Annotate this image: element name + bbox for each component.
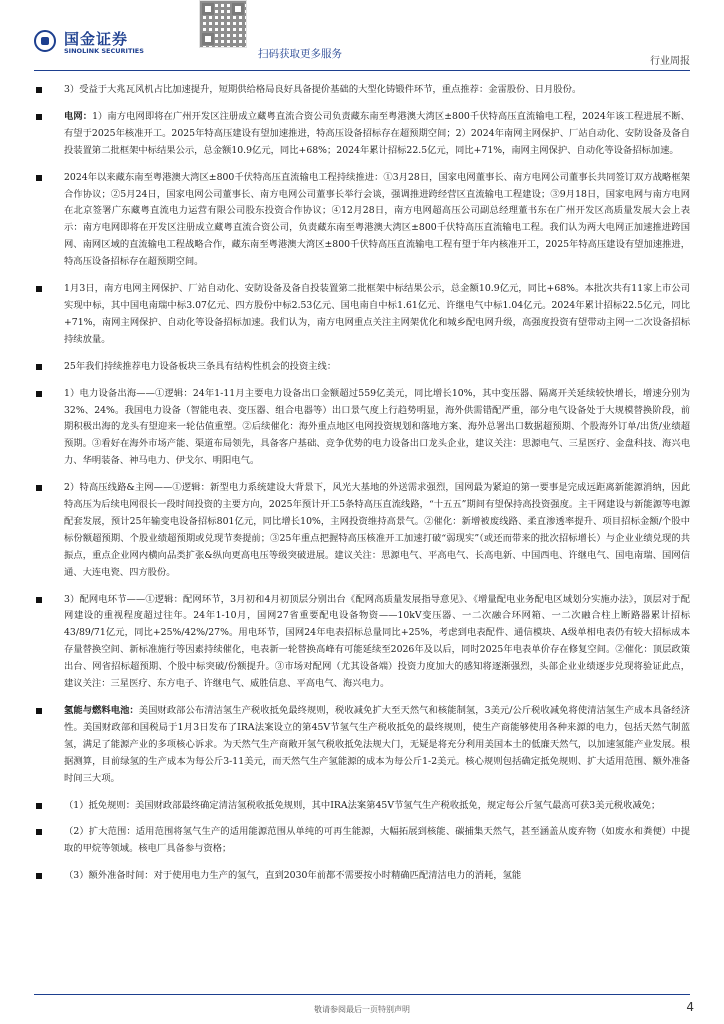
report-type-label: 行业周报 bbox=[650, 56, 690, 67]
paragraph-text: 美国财政部公布清洁氢生产税收抵免最终规则，税收减免扩大至天然气和核能制氢，3美元/公斤税收减免将使清洁氢生产成本具备经济性。美国财政部和国税局于1月3日发布了IRA法案设立的第45V节氢气生产税收抵免的最终规则，使生产商能够使用各种来源的电力，包括天然气制蓝氢，满足了能源产业的多项核心诉求。为天然气生产商敞开氢气税收抵免法规大门，无疑是将充分利用美国本土的低廉天然气，以加速氢能产业发展。根据测算，目前绿氢的生产成本为每公斤3-11美元，而天然气生产氢能源的成本为每公斤1-2美元。核心规则包括确定抵免规则、扩大适用范围、额外准备时间三大项。 bbox=[64, 705, 690, 784]
square-bullet-icon bbox=[36, 873, 42, 879]
page-header bbox=[0, 0, 724, 78]
paragraph bbox=[34, 868, 690, 885]
paragraph-text: （3）额外准备时间：对于使用电力生产的氢气，直到2030年前都不需要按小时精确匹配清洁电力的消耗，氢能 bbox=[64, 870, 522, 882]
square-bullet-icon bbox=[36, 364, 42, 370]
square-bullet-icon bbox=[36, 708, 42, 714]
square-bullet-icon bbox=[36, 114, 42, 120]
square-bullet-icon bbox=[36, 175, 42, 181]
logo-chinese-name: 国金证券 bbox=[64, 30, 129, 48]
paragraph-text: 1）电力设备出海——①逻辑：24年1-11月主要电力设备出口金额超过559亿美元，同比增长10%，其中变压器、隔离开关延续较快增长，增速分别为32%、24%。我国电力设备（智能电表、变压器、组合电器等）出口景气度上行趋势明显，海外供需错配严重，部分电气设备处于大规模替换阶段，前期积极出海的龙头有望迎来一轮估值重塑。②后续催化：海外重点地区电网投资规划和落地方案、海外总署出口数据超预期、个股海外订单/出货/业绩超预期。③看好在海外市场产能、渠道布局领先，具备客户基础、竞争优势的电力设备出口龙头企业，建议关注：思源电气、三星医疗、金盘科技、海兴电力、华明装备、神马电力、伊戈尔、明阳电气。 bbox=[64, 387, 690, 467]
paragraph-text: （2）扩大范围：适用范围将氢气生产的适用能源范围从单纯的可再生能源，大幅拓展到核能、碳捕集天然气，甚至涵盖从废弃物（如废水和粪便）中提取的甲烷等领域。核电厂具备参与资格； bbox=[64, 826, 690, 855]
paragraph bbox=[34, 281, 690, 349]
square-bullet-icon bbox=[36, 87, 42, 93]
paragraph-text: 2）特高压线路&主网——①逻辑：新型电力系统建设大背景下，风光大基地的外送需求强烈，国网最为紧迫的第一要事是完成远距离新能源消纳，因此特高压为后续电网很长一段时间投资的主要方向，2025年预计开工5条特高压直流线路，“十五五”期间有望保持高投资强度。主干网建设与新能源等电源配套发展，预计25年输变电设备招标801亿元，同比增长10%，主网投资维持高景气。②催化：新增被废线路、柔直渗透率提升、项目招标金额/个股中标份额超预期、个股业绩超预期或兑现节奏提前；③25年重点把握特高压核准开工加速打破“弱现实”（或还而带来的批次招标增长）与企业业绩兑现的共振点，重点企业网内横向品类扩张&纵向更高电压等级突破进展。建议关注：思源电气、平高电气、长高电新、中国西电、许继电气、国电南瑞、国网信通、大连电瓷、四方股份。 bbox=[64, 482, 690, 578]
qr-code-icon[interactable] bbox=[199, 0, 247, 48]
footer-disclaimer: 敬请参阅最后一页特别声明 bbox=[314, 1005, 410, 1014]
square-bullet-icon bbox=[36, 391, 42, 397]
square-bullet-icon bbox=[36, 485, 42, 491]
paragraph-text: 3）受益于大兆瓦风机占比加速提升，短期供给格局良好具备提价基础的大型化铸锻件环节，重点推荐：金雷股份、日月股份。 bbox=[64, 84, 582, 95]
paragraph bbox=[34, 592, 690, 693]
paragraph-text: 25年我们持续推荐电力设备板块三条具有结构性机会的投资主线： bbox=[64, 360, 337, 372]
paragraph-text: （1）抵免规则：美国财政部最终确定清洁氢税收抵免规则，其中IRA法案第45V节氢气生产税收抵免，规定每公斤氢气最高可获3美元税收减免； bbox=[64, 799, 661, 811]
paragraph-text: 1月3日，南方电网主网保护、厂站自动化、安防设备及备自投装置第二批框架中标结果公示，总金额10.9亿元，同比+68%。本批次共有11家上市公司实现中标，其中国电南瑞中标3.07亿元、四方股份中标2.53亿元、国电南自中标1.61亿元、许继电气中标1.04亿元。2024年累计招标22.5亿元，同比+71%，南网主网保护、自动化等设备招标加速。我们认为，南方电网重点关注主网架优化和城乡配电网升级，高强度投资有望带动主网一二次设备招标持续放量。 bbox=[64, 283, 690, 345]
report-body bbox=[34, 82, 690, 895]
paragraph-text: 2024年以来藏东南至粤港澳大湾区±800千伏特高压直流输电工程持续推进：①3月28日，国家电网董事长、南方电网公司董事长共同签订双方战略框架合作协议；②5月24日，国家电网公司董事长、南方电网公司董事长举行会谈，强调推进跨经营区直流输电工程建设；③9月18日，国家电网与南方电网在北京签署广东藏粤直流电力运营有限公司股东投资合作协议；④12月28日，南方电网超高压公司副总经理董书东在广州开发区高质量发展大会上表示：南方电网即将在开发区注册成立藏粤直流合资公司，负责藏东南至粤港澳大湾区±800千伏特高压直流输电工程。我们认为两大电网正加速推进跨国网、南网区域的直流输电工程战略合作，藏东南至粤港澳大湾区±800千伏特高压直流输电工程有望于年内核准开工，2025年特高压建设有望加速推进，特高压设备招标存在超预期空间。 bbox=[64, 171, 690, 268]
paragraph-lead: 氢能与燃料电池： bbox=[64, 705, 139, 716]
header-divider bbox=[34, 70, 690, 71]
paragraph bbox=[34, 82, 690, 99]
paragraph bbox=[34, 798, 690, 815]
paragraph-lead: 电网： bbox=[64, 110, 93, 122]
paragraph bbox=[34, 109, 690, 160]
paragraph-text: 1）南方电网即将在广州开发区注册成立藏粤直流合资公司负责藏东南至粤港澳大湾区±800千伏特高压直流输电工程，2024年该工程进展不断、有望于2025年核准开工。2025年特高压建设有望加速推进，特高压设备招标存在超预期空间；2）2024年南网主网保护、厂站自动化、安防设备及备自投装置第二批框架中标结果公示，总金额10.9亿元，同比+68%；2024年累计招标22.5亿元，同比+71%，南网主网保护、自动化等设备招标加速。 bbox=[64, 110, 690, 156]
footer-divider bbox=[34, 994, 690, 995]
square-bullet-icon bbox=[36, 829, 42, 835]
paragraph bbox=[34, 703, 690, 788]
square-bullet-icon bbox=[36, 597, 42, 603]
logo-english-name: SINOLINK SECURITIES bbox=[64, 47, 144, 55]
page-number: 4 bbox=[686, 1000, 694, 1014]
logo-emblem-icon bbox=[34, 30, 56, 52]
paragraph bbox=[34, 824, 690, 858]
square-bullet-icon bbox=[36, 286, 42, 292]
paragraph bbox=[34, 480, 690, 581]
paragraph bbox=[34, 359, 690, 376]
paragraph-text: 3）配网电环节——①逻辑：配网环节，3月初和4月初顶层分别出台《配网高质量发展指导意见》、《增量配电业务配电区域划分实施办法》，顶层对于配网建设的重视程度超过往年。24年1-10月，国网27省重要配电设备物资——10kV变压器、一二次融合环网箱、一二次融合柱上断路器累计招标43/89/71亿元，同比+25%/42%/27%。用电环节，国网24年电表招标总量同比+25%，考虑到电表配件、通信模块、A级单相电表仍有较大招标成本存量替换空间、新标准施行等因素持续催化，电表新一轮替换高峰有可能延续至2026年及以后，同时2025年电表单价存在修复空间。②催化：顶层政策出台、网省招标超预期、个股中标突破/份额提升。③市场对配网（尤其设备端）投资力度加大的感知将逐渐强烈，头部企业业绩逐步兑现将验证此点，建议关注：三星医疗、东方电子、许继电气、威胜信息、平高电气、海兴电力。 bbox=[64, 593, 690, 690]
square-bullet-icon bbox=[36, 803, 42, 809]
paragraph bbox=[34, 386, 690, 471]
paragraph bbox=[34, 170, 690, 271]
scan-service-label: 扫码获取更多服务 bbox=[258, 48, 342, 60]
